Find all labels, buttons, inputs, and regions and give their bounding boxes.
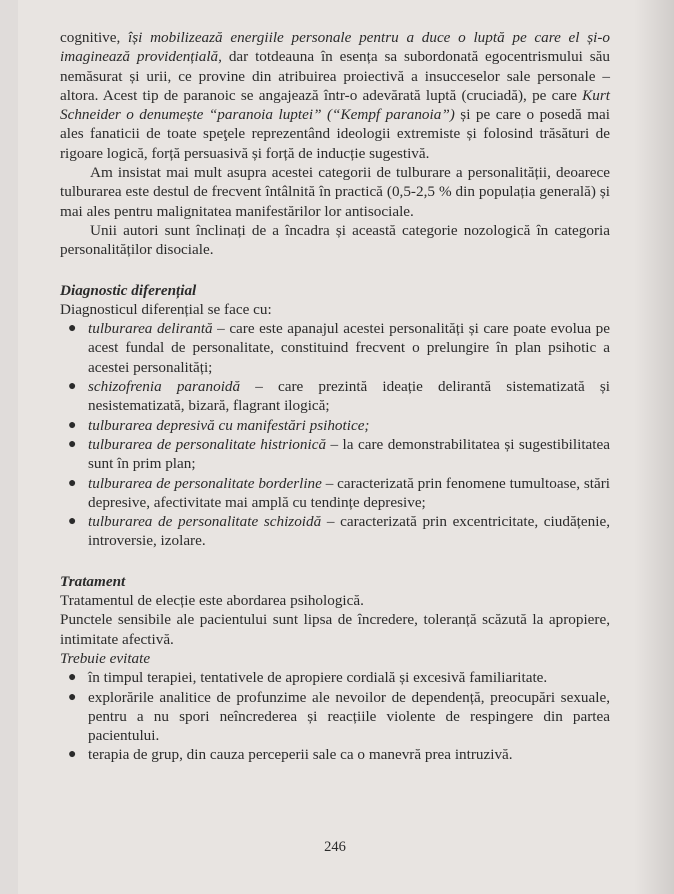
paragraph-1 bbox=[60, 28, 610, 163]
item-text: – caracterizată prin excentricitate, ciudățenie, introversie, izolare. bbox=[88, 513, 610, 550]
item-term: tulburarea de personalitate borderline bbox=[88, 474, 322, 492]
list-item bbox=[60, 668, 610, 687]
bullet-icon: ● bbox=[68, 689, 77, 705]
list-item bbox=[60, 416, 610, 435]
bullet-icon: ● bbox=[68, 379, 77, 395]
text: cognitive, bbox=[60, 29, 129, 46]
list-item bbox=[60, 512, 610, 551]
item-text: terapia de grup, din cauza perceperii sale ca o manevră prea intruzivă. bbox=[88, 746, 513, 764]
list-item bbox=[60, 745, 610, 764]
text: și pe care o posedă mai ales fanaticii de toate speţele reprezentând ideologii extremiste și folosind trăsături de rigoare logică, forță persuasivă și forță de inducție sugestivă. bbox=[60, 106, 610, 162]
bullet-icon: ● bbox=[68, 670, 77, 686]
item-term: tulburarea delirantă bbox=[88, 320, 213, 338]
diagnostic-list bbox=[60, 319, 610, 551]
bullet-icon: ● bbox=[68, 321, 77, 337]
scan-border bbox=[0, 0, 18, 894]
diagnostic-intro: Diagnosticul diferențial se face cu: bbox=[60, 300, 272, 318]
paragraph-2: Am insistat mai mult asupra acestei categorii de tulburare a personalității, deoarece tulburarea este destul de frecvent întâlnită în practică (0,5-2,5 % din populația generală) și mai ales pentru malignitatea manifestărilor lor antisociale. bbox=[60, 164, 610, 220]
treatment-subheading: Trebuie evitate bbox=[60, 649, 151, 667]
item-text: explorările analitice de profunzime ale nevoilor de dependență, preocupări sexuale, pentru a nu spori neîncrederea și reacțiile violente de respingere din partea pacientului. bbox=[88, 688, 610, 745]
treatment-paragraph-2: Punctele sensibile ale pacientului sunt lipsa de încredere, toleranță scăzută la apropiere, intimitate afectivă. bbox=[60, 611, 610, 648]
bullet-icon: ● bbox=[68, 514, 77, 530]
text: dar totdeauna în esența sa subordonată egocentrismului său nemăsurat și urii, ce provine din atribuirea proiectivă a insucceselor sale personale – altora. Acest tip de paranoic se angajează într-o adevărată luptă (cruciadă), pe care bbox=[60, 48, 610, 104]
list-item bbox=[60, 435, 610, 474]
item-text: – care prezintă ideație delirantă sistematizată și nesistematizată, bizară, flagrant ilogică; bbox=[88, 378, 610, 415]
list-item bbox=[60, 377, 610, 416]
bullet-icon: ● bbox=[68, 475, 77, 491]
paragraph-3: Unii autori sunt înclinați de a încadra și această categorie nozologică în categoria personalităților disociale. bbox=[60, 221, 610, 259]
page-number: 246 bbox=[324, 839, 346, 855]
section-heading-diagnostic: Diagnostic diferențial bbox=[60, 281, 197, 299]
italic-text: Kurt Schneider o denumește “paranoia luptei” (“Kempf paranoia”) bbox=[60, 86, 610, 124]
item-text: – care este apanajul acestei personalități și care poate evolua pe acest fundal de personalitate, constituind frecvent o prelungire în plan psihotic a acestei personalități; bbox=[88, 320, 610, 376]
treatment-paragraph-1: Tratamentul de elecție este abordarea psihologică. bbox=[60, 592, 364, 610]
book-page bbox=[60, 28, 610, 855]
list-item bbox=[60, 474, 610, 513]
item-term: tulburarea depresivă cu manifestări psihotice; bbox=[88, 416, 370, 434]
bullet-icon: ● bbox=[68, 436, 77, 452]
item-text: – la care demonstrabilitatea și sugestibilitatea sunt în prim plan; bbox=[88, 435, 610, 473]
bullet-icon: ● bbox=[68, 747, 77, 763]
section-heading-treatment: Tratament bbox=[60, 572, 126, 590]
list-item bbox=[60, 319, 610, 377]
item-term: tulburarea de personalitate schizoidă bbox=[88, 513, 322, 531]
item-text: – caracterizată prin fenomene tumultoase, stări depresive, afectivitate mai amplă cu tendințe depresive; bbox=[88, 474, 610, 511]
avoid-list bbox=[60, 668, 610, 764]
item-term: tulburarea de personalitate histrionică bbox=[88, 435, 327, 453]
italic-text: își mobilizează energiile personale pentru a duce o luptă pe care el și-o imaginează providențială, bbox=[60, 29, 610, 66]
scan-shadow bbox=[634, 0, 674, 894]
bullet-icon: ● bbox=[68, 417, 77, 433]
list-item bbox=[60, 688, 610, 746]
item-term: schizofrenia paranoidă bbox=[88, 378, 241, 396]
item-text: în timpul terapiei, tentativele de apropiere cordială și excesivă familiaritate. bbox=[88, 669, 548, 687]
